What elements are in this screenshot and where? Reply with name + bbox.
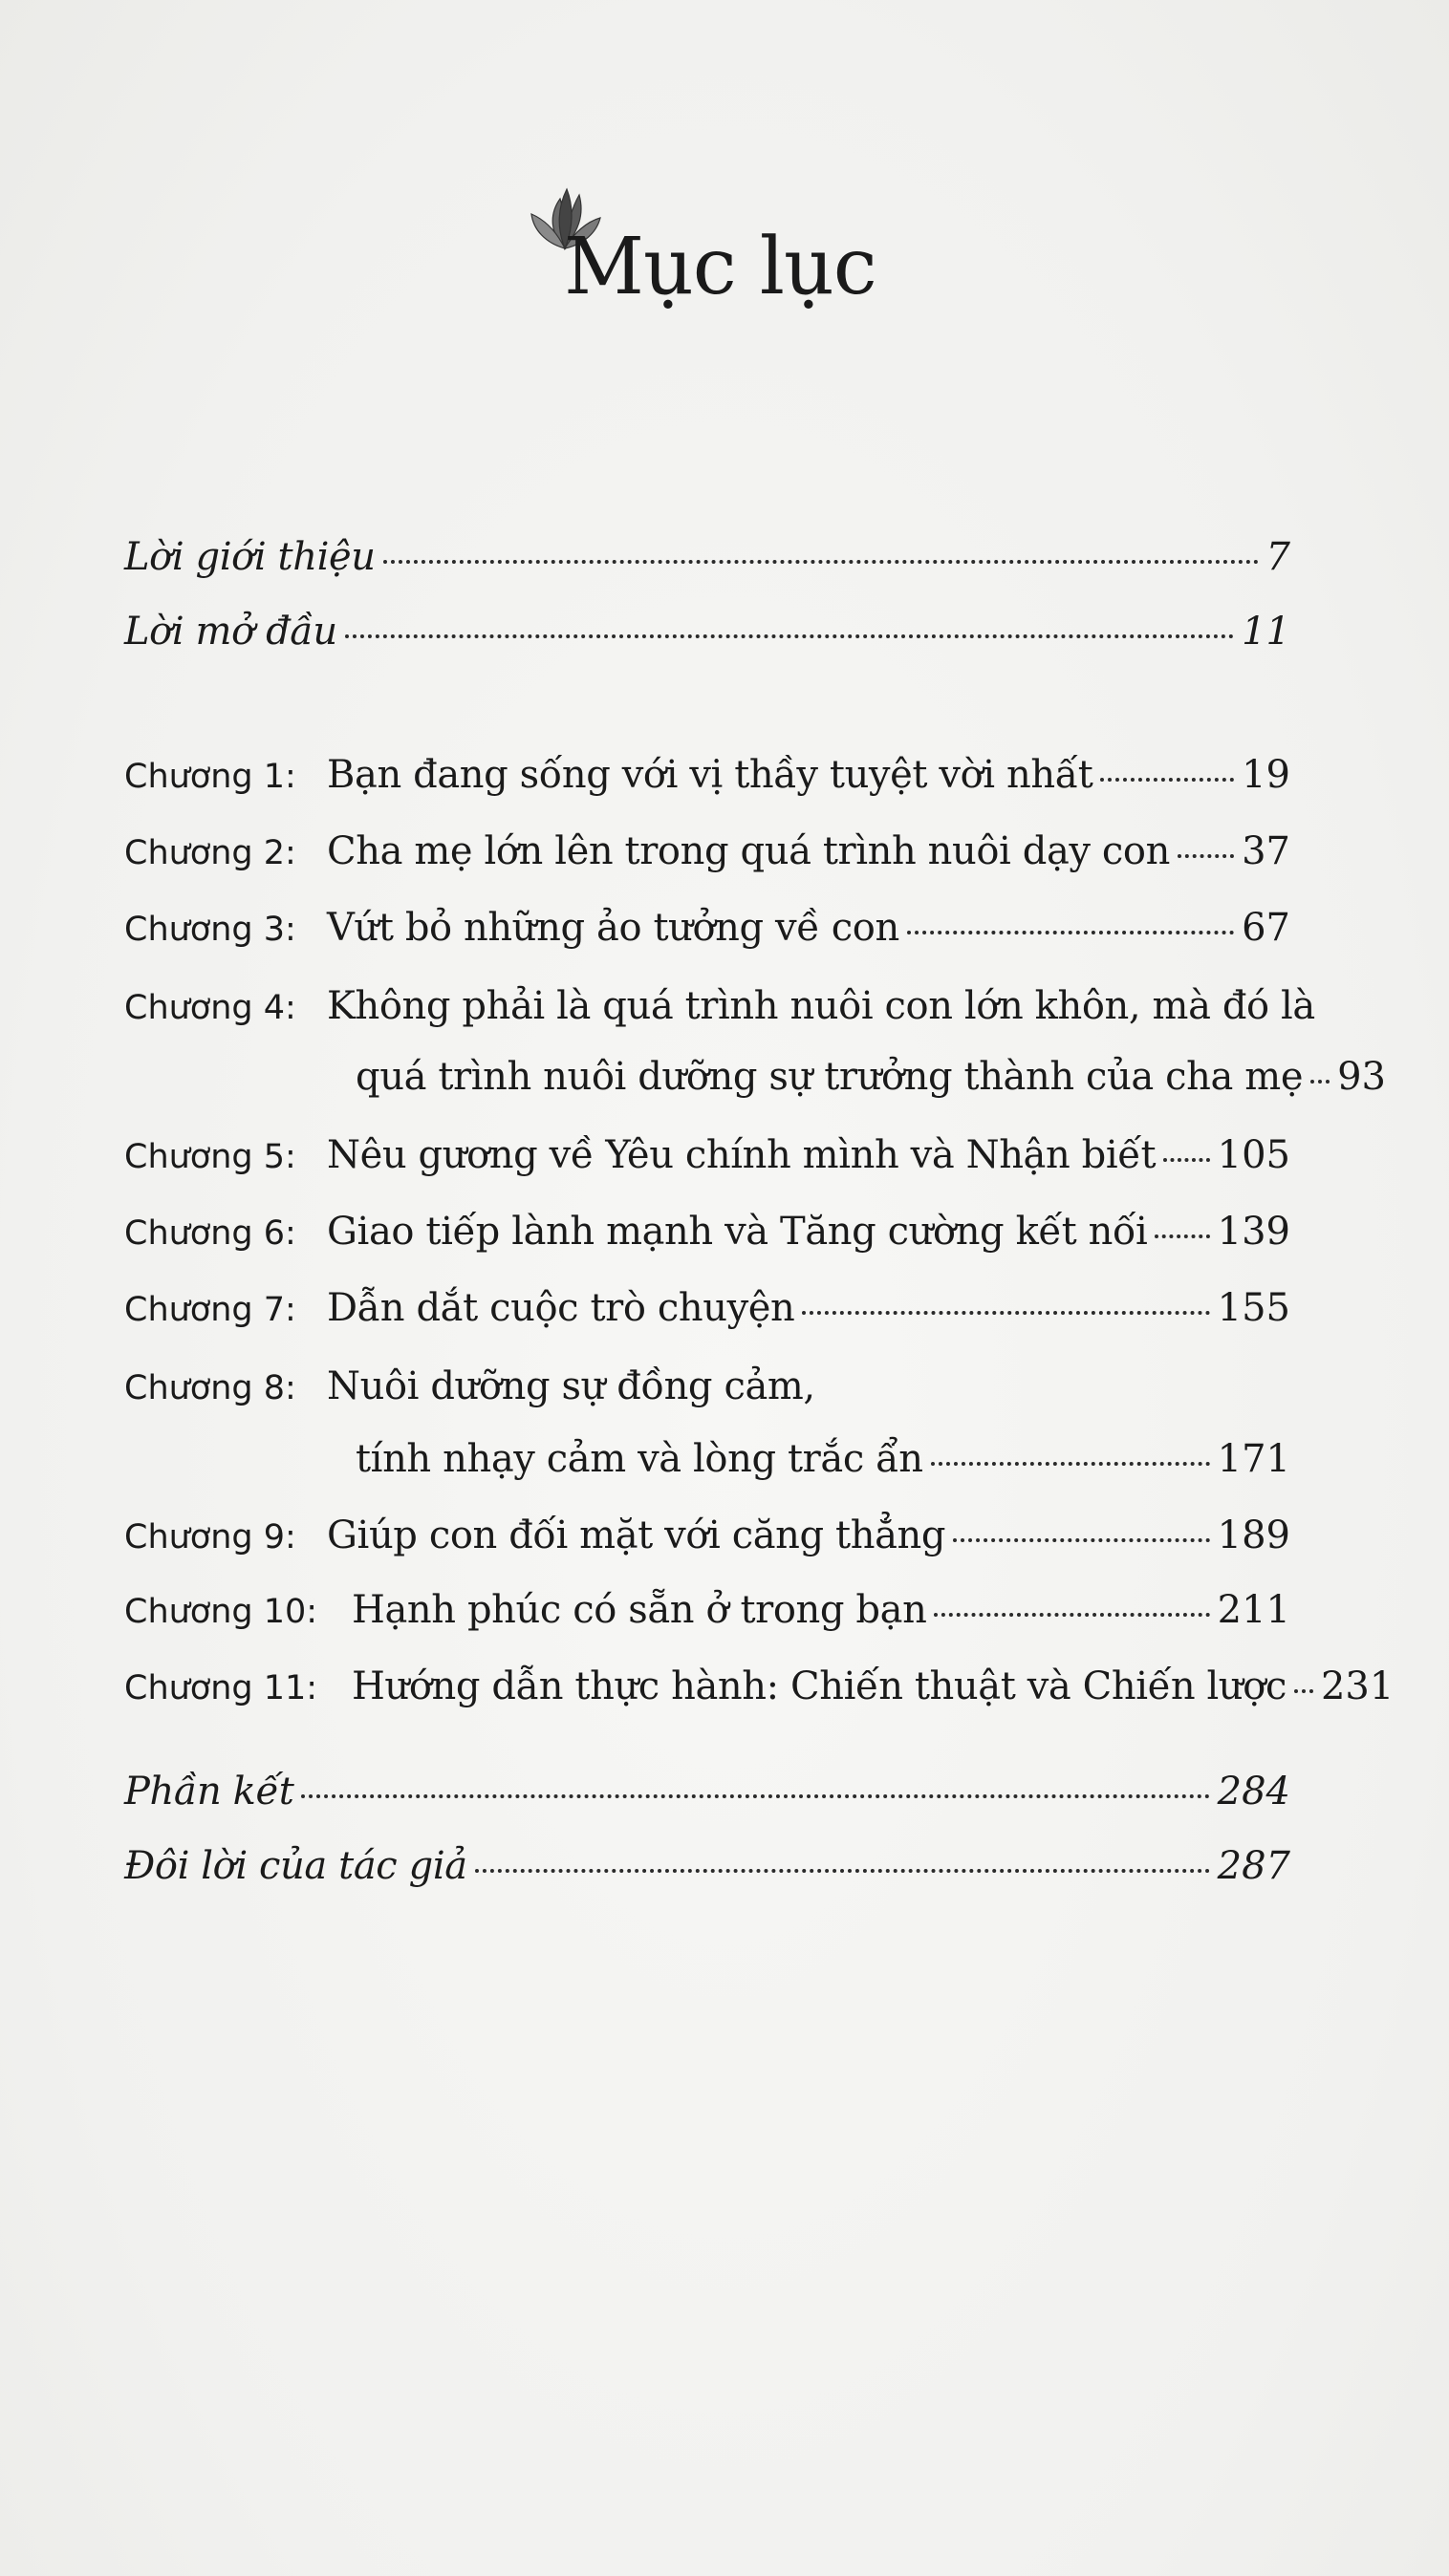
dot-leader [1100,778,1234,782]
entry-page: 7 [1265,535,1290,579]
entry-title: Lời mở đầu [124,610,337,654]
dot-leader [931,1462,1210,1466]
chapter-label: Chương 11: [124,1669,318,1707]
entry-page: 284 [1217,1770,1290,1814]
entry-page: 11 [1242,610,1290,654]
entry-page: 171 [1217,1437,1290,1481]
dot-leader [1163,1158,1209,1162]
entry-title: Giúp con đối mặt với căng thẳng [327,1513,946,1557]
entry-title: Phần kết [124,1770,294,1814]
dot-leader [1294,1689,1313,1693]
chapter-label: Chương 8: [124,1369,296,1407]
entry-title: Hạnh phúc có sẵn ở trong bạn [352,1588,927,1632]
dot-leader [1155,1234,1209,1238]
dot-leader [802,1311,1209,1315]
dot-leader [301,1794,1209,1798]
entry-title: Nêu gương về Yêu chính mình và Nhận biết [327,1133,1157,1177]
dot-leader [1178,854,1234,858]
entry-title: Đôi lời của tác giả [124,1844,467,1888]
entry-title-line-2: quá trình nuôi dưỡng sự trưởng thành của cha mẹ [356,1055,1304,1099]
entry-title: Nuôi dưỡng sự đồng cảm, [327,1364,815,1408]
dot-leader [1310,1080,1330,1084]
chapter-label: Chương 2: [124,834,296,872]
entry-title: Hướng dẫn thực hành: Chiến thuật và Chiến lược [352,1664,1287,1708]
toc-entry-chapter-4[interactable] [124,984,1315,1051]
entry-page: 93 [1337,1055,1387,1099]
entry-page: 211 [1217,1588,1290,1632]
dot-leader [907,931,1234,934]
toc-entry-chapter-8-continued[interactable] [124,1437,1290,1504]
entry-page: 19 [1242,753,1290,797]
entry-title: Bạn đang sống với vị thầy tuyệt vời nhất [327,753,1093,797]
chapter-label: Chương 9: [124,1518,296,1556]
entry-page: 37 [1242,829,1290,873]
entry-title: Không phải là quá trình nuôi con lớn khôn, mà đó là [327,984,1315,1028]
toc-entry-epilogue[interactable] [124,1770,1290,1836]
toc-entry-chapter-5[interactable] [124,1133,1290,1200]
toc-entry-chapter-6[interactable] [124,1210,1290,1277]
entry-page: 105 [1217,1133,1290,1177]
dot-leader [345,634,1234,638]
toc-entry-author-note[interactable] [124,1844,1290,1911]
chapter-label: Chương 4: [124,989,296,1027]
entry-title-line-2: tính nhạy cảm và lòng trắc ẩn [356,1437,923,1481]
chapter-label: Chương 7: [124,1291,296,1329]
toc-entry-chapter-8[interactable] [124,1364,1290,1431]
toc-entry-preface[interactable] [124,535,1290,602]
chapter-label: Chương 10: [124,1593,318,1631]
toc-entry-chapter-3[interactable] [124,906,1290,973]
dot-leader [383,560,1259,564]
entry-page: 139 [1217,1210,1290,1254]
toc-entry-chapter-7[interactable] [124,1286,1290,1353]
toc-entry-chapter-4-continued[interactable] [124,1055,1387,1122]
entry-title: Vứt bỏ những ảo tưởng về con [327,906,899,950]
toc-header [0,172,1449,334]
entry-title: Dẫn dắt cuộc trò chuyện [327,1286,795,1330]
entry-page: 287 [1217,1844,1290,1888]
dot-leader [475,1869,1210,1873]
entry-page: 189 [1217,1513,1290,1557]
entry-title: Lời giới thiệu [124,535,376,579]
entry-title: Cha mẹ lớn lên trong quá trình nuôi dạy con [327,829,1170,873]
dot-leader [953,1538,1210,1542]
chapter-label: Chương 1: [124,758,296,796]
entry-page: 231 [1320,1664,1395,1708]
toc-entry-chapter-11[interactable] [124,1664,1395,1731]
entry-page: 67 [1242,906,1290,950]
chapter-label: Chương 3: [124,911,296,949]
entry-page: 155 [1217,1286,1290,1330]
toc-entry-chapter-9[interactable] [124,1513,1290,1580]
toc-entry-chapter-2[interactable] [124,829,1290,896]
toc-entry-chapter-10[interactable] [124,1588,1290,1655]
page-title: Mục lục [564,222,876,312]
chapter-label: Chương 6: [124,1214,296,1253]
chapter-label: Chương 5: [124,1138,296,1176]
dot-leader [934,1613,1209,1617]
toc-entry-introduction[interactable] [124,610,1290,676]
toc-entry-chapter-1[interactable] [124,753,1290,820]
entry-title: Giao tiếp lành mạnh và Tăng cường kết nối [327,1210,1148,1254]
